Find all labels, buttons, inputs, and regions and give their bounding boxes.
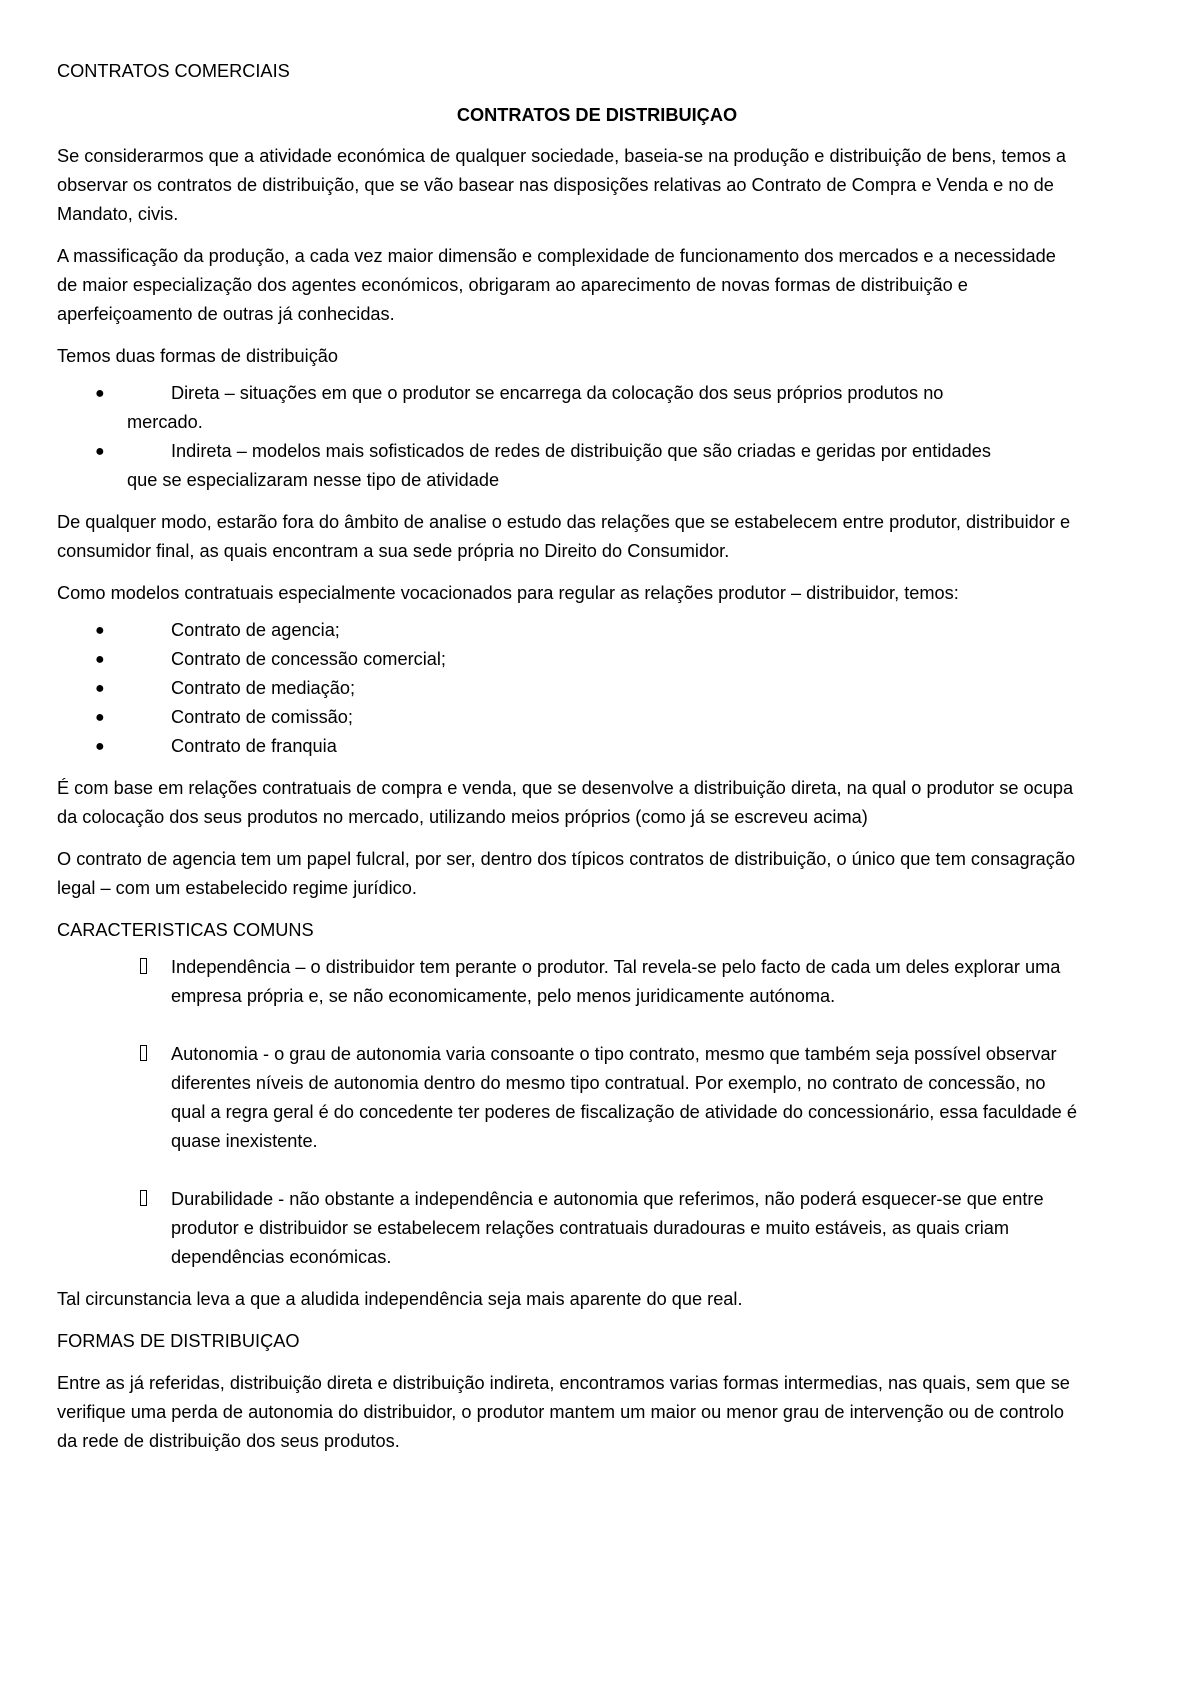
- list-item: [57, 645, 1080, 674]
- section-heading-characteristics: CARACTERISTICAS COMUNS: [57, 920, 314, 940]
- list-item-text: Contrato de comissão;: [171, 707, 353, 727]
- list-item-text: Independência – o distribuidor tem perante o produtor. Tal revela-se pelo facto de cada um deles explorar uma empresa própria e, se não economicamente, pelo menos juridicamente autónoma.: [171, 957, 1061, 1006]
- characteristics-list: [57, 953, 1080, 1272]
- list-item-text: Autonomia - o grau de autonomia varia consoante o tipo contrato, mesmo que também seja possível observar diferentes níveis de autonomia dentro do mesmo tipo contratual. Por exemplo, no contrato de concessão, no qual a regra geral é do concedente ter poderes de fiscalização de atividade do concessionário, essa faculdade é quase inexistente.: [171, 1044, 1077, 1151]
- bullet-icon: ●: [95, 680, 105, 697]
- list-item-text: Contrato de mediação;: [171, 678, 356, 698]
- paragraph-circumstance: Tal circunstancia leva a que a aludida independência seja mais aparente do que real.: [57, 1289, 743, 1309]
- bullet-icon: ●: [95, 443, 105, 460]
- list-item-line: Direta – situações em que o produtor se encarrega da colocação dos seus próprios produtos no: [171, 383, 944, 403]
- paragraph-intermediate-forms: Entre as já referidas, distribuição direta e distribuição indireta, encontramos varias formas intermedias, nas quais, sem que se verifique uma perda de autonomia do distribuidor, o produtor mantem um maior ou menor grau de intervenção ou de controlo da rede de distribuição dos seus produtos.: [57, 1373, 1070, 1451]
- paragraph-intro: Se considerarmos que a atividade económica de qualquer sociedade, baseia-se na produção e distribuição de bens, temos a observar os contratos de distribuição, que se vão basear nas disposições relativas ao Contrato de Compra e Venda e no de Mandato, civis.: [57, 146, 1067, 224]
- missing-glyph-box-icon: [140, 1045, 147, 1061]
- list-item-text: Contrato de agencia;: [171, 620, 340, 640]
- bullet-icon: ●: [95, 709, 105, 726]
- list-item-text: Durabilidade - não obstante a independência e autonomia que referimos, não poderá esquecer-se que entre produtor e distribuidor se estabelecem relações contratuais duradouras e muito estáveis, as quais criam dependências económicas.: [171, 1189, 1044, 1267]
- list-item: [57, 437, 1080, 495]
- paragraph-models-intro: Como modelos contratuais especialmente vocacionados para regular as relações produtor – distribuidor, temos:: [57, 583, 959, 603]
- list-item: [57, 674, 1080, 703]
- list-item: [57, 703, 1080, 732]
- document-header: CONTRATOS COMERCIAIS: [57, 61, 290, 81]
- bullet-icon: ●: [95, 738, 105, 755]
- list-item-text: Contrato de concessão comercial;: [171, 649, 446, 669]
- list-item-continuation: mercado.: [127, 412, 203, 432]
- list-item-text: Contrato de franquia: [171, 736, 337, 756]
- list-item: [57, 1185, 1080, 1272]
- list-item: [57, 379, 1080, 437]
- missing-glyph-box-icon: [140, 1190, 147, 1206]
- paragraph-massification: A massificação da produção, a cada vez maior dimensão e complexidade de funcionamento dos mercados e a necessidade de maior especialização dos agentes económicos, obrigaram ao aparecimento de novas formas de distribuição e aperfeiçoamento de outras já conhecidas.: [57, 246, 1056, 324]
- bullet-icon: ●: [95, 385, 105, 402]
- list-item: [57, 732, 1080, 761]
- list-item: [57, 953, 1080, 1011]
- list-item-continuation: que se especializaram nesse tipo de atividade: [127, 470, 500, 490]
- list-item: [57, 1040, 1080, 1156]
- paragraph-scope: De qualquer modo, estarão fora do âmbito de analise o estudo das relações que se estabelecem entre produtor, distribuidor e consumidor final, as quais encontram a sua sede própria no Direito do Consumidor.: [57, 512, 1071, 561]
- list-item-line: Indireta – modelos mais sofisticados de redes de distribuição que são criadas e geridas por entidades: [171, 441, 991, 461]
- contract-models-list: [57, 616, 1080, 761]
- list-item: [57, 616, 1080, 645]
- bullet-icon: ●: [95, 622, 105, 639]
- distribution-forms-list: [57, 379, 1080, 495]
- section-heading-forms: FORMAS DE DISTRIBUIÇAO: [57, 1331, 300, 1351]
- paragraph-agency-contract: O contrato de agencia tem um papel fulcral, por ser, dentro dos típicos contratos de distribuição, o único que tem consagração legal – com um estabelecido regime jurídico.: [57, 849, 1076, 898]
- bullet-icon: ●: [95, 651, 105, 668]
- missing-glyph-box-icon: [140, 958, 147, 974]
- paragraph-direct-distribution: É com base em relações contratuais de compra e venda, que se desenvolve a distribuição direta, na qual o produtor se ocupa da colocação dos seus produtos no mercado, utilizando meios próprios (como já se escreveu acima): [57, 778, 1074, 827]
- paragraph-forms-intro: Temos duas formas de distribuição: [57, 346, 339, 366]
- document-title: CONTRATOS DE DISTRIBUIÇAO: [456, 105, 738, 125]
